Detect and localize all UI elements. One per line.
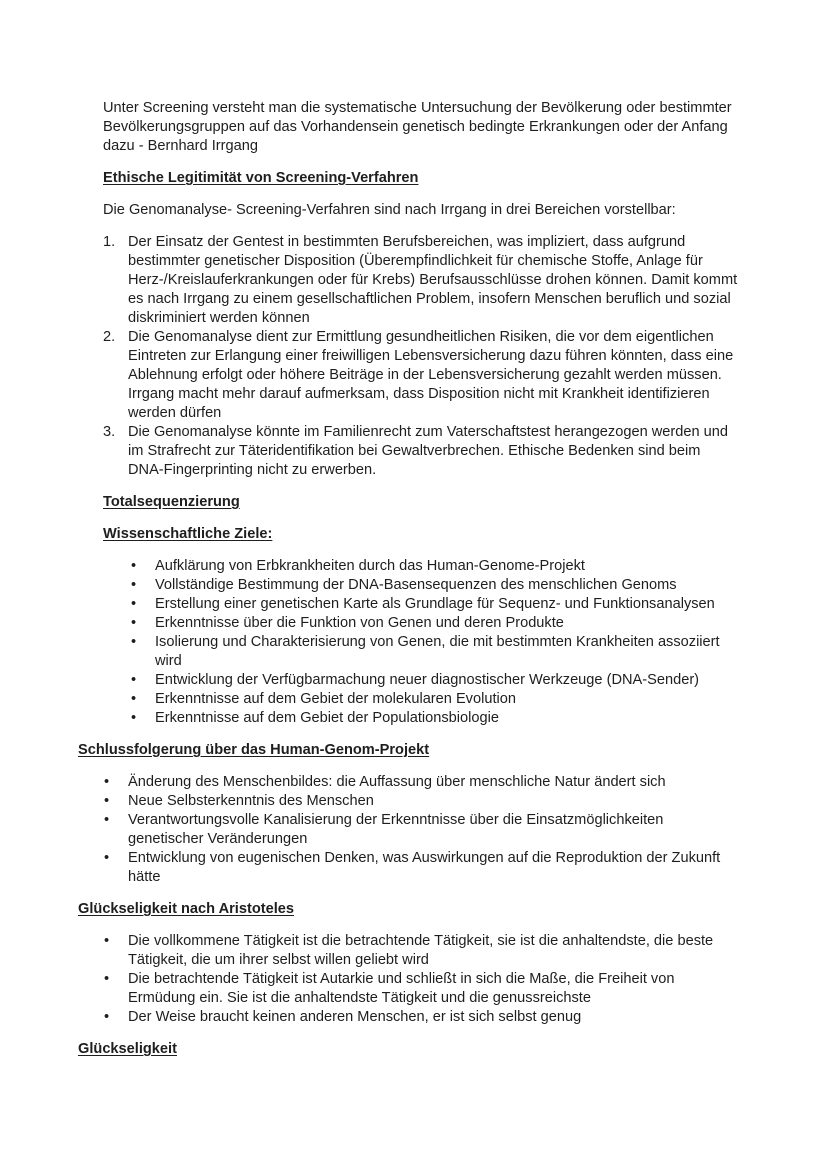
list-item [104, 773, 739, 792]
list-item [103, 233, 739, 328]
list-item [131, 557, 739, 576]
numbered-list [103, 233, 739, 480]
list-item [131, 614, 739, 633]
bullet-marker: • [131, 691, 137, 707]
list-item-text: Aufklärung von Erbkrankheiten durch das Human-Genome-Projekt [155, 558, 585, 574]
heading-wissenschaftliche-ziele: Wissenschaftliche Ziele: [103, 526, 273, 542]
list-item-text: Neue Selbsterkenntnis des Menschen [128, 793, 374, 809]
list-number: 1. [103, 234, 116, 250]
heading-glueckseligkeit-aristoteles: Glückseligkeit nach Aristoteles [78, 901, 295, 917]
bullet-marker: • [131, 710, 137, 726]
bullet-marker: • [131, 558, 137, 574]
list-item-text: Entwicklung der Verfügbarmachung neuer diagnostischer Werkzeuge (DNA-Sender) [155, 672, 700, 688]
list-item-text: Erkenntnisse über die Funktion von Genen und deren Produkte [155, 615, 564, 631]
list-item-text: Entwicklung von eugenischen Denken, was Auswirkungen auf die Reproduktion der Zukunft hätte [128, 850, 721, 885]
bullet-marker: • [131, 615, 137, 631]
bullet-marker: • [104, 812, 110, 828]
schlussfolgerung-bullet-list [103, 773, 739, 887]
bullet-marker: • [104, 850, 110, 866]
list-item [103, 328, 739, 423]
list-item-text: Die Genomanalyse dient zur Ermittlung gesundheitlichen Risiken, die vor dem eigentlichen Eintreten zur Erlangung einer freiwilligen Lebensversicherung dazu führen könnten, dass eine Ablehnung erfolgt oder höhere Beiträge in der Lebensversicherung gezahlt werden müssen. Irrgang macht mehr darauf aufmerksam, dass Disposition nicht mit Krankheit identifizieren werden dürfen [128, 329, 734, 421]
ziele-bullet-list [103, 557, 739, 728]
list-item [131, 690, 739, 709]
list-item-text: Erstellung einer genetischen Karte als Grundlage für Sequenz- und Funktionsanalysen [155, 596, 715, 612]
bullet-marker: • [131, 672, 137, 688]
heading-glueckseligkeit: Glückseligkeit [78, 1041, 177, 1057]
list-item [104, 970, 739, 1008]
aristoteles-bullet-list [103, 932, 739, 1027]
list-item-text: Die Genomanalyse könnte im Familienrecht zum Vaterschaftstest herangezogen werden und im Strafrecht zur Täteridentifikation bei Gewaltverbrechen. Ethische Bedenken sind beim DNA-Fingerprinting nicht zu erwerben. [128, 424, 729, 478]
bullet-marker: • [104, 971, 110, 987]
list-item [131, 595, 739, 614]
list-item-text: Isolierung und Charakterisierung von Genen, die mit bestimmten Krankheiten assoziiert wird [155, 634, 720, 669]
list-item-text: Der Einsatz der Gentest in bestimmten Berufsbereichen, was impliziert, dass aufgrund bestimmter genetischer Disposition (Überempfindlichkeit für chemische Stoffe, Anlage für Herz-/Kreislauferkrankungen oder für Krebs) Berufsausschlüsse drohen können. Damit kommt es nach Irrgang zu einem gesellschaftlichen Problem, insofern Menschen beruflich und sozial diskriminiert werden können [128, 234, 738, 326]
list-item-text: Vollständige Bestimmung der DNA-Basensequenzen des menschlichen Genoms [155, 577, 677, 593]
genomanalyse-paragraph: Die Genomanalyse- Screening-Verfahren sind nach Irrgang in drei Bereichen vorstellbar: [103, 202, 676, 218]
heading-totalsequenzierung: Totalsequenzierung [103, 494, 240, 510]
list-item [104, 932, 739, 970]
list-item [104, 1008, 739, 1027]
list-item-text: Änderung des Menschenbildes: die Auffassung über menschliche Natur ändert sich [128, 774, 666, 790]
list-item-text: Verantwortungsvolle Kanalisierung der Erkenntnisse über die Einsatzmöglichkeiten genetischer Veränderungen [128, 812, 664, 847]
list-item [131, 576, 739, 595]
list-item-text: Die vollkommene Tätigkeit ist die betrachtende Tätigkeit, sie ist die anhaltendste, die beste Tätigkeit, die um ihrer selbst willen geliebt wird [128, 933, 714, 968]
list-number: 2. [103, 329, 116, 345]
list-item-text: Erkenntnisse auf dem Gebiet der molekularen Evolution [155, 691, 516, 707]
bullet-marker: • [131, 634, 137, 650]
list-item [103, 423, 739, 480]
bullet-marker: • [131, 577, 137, 593]
list-item [104, 849, 739, 887]
list-item [131, 633, 739, 671]
bullet-marker: • [104, 774, 110, 790]
heading-ethische-legitimitaet: Ethische Legitimität von Screening-Verfahren [103, 170, 419, 186]
list-item-text: Die betrachtende Tätigkeit ist Autarkie und schließt in sich die Maße, die Freiheit von Ermüdung ein. Sie ist die anhaltendste Tätigkeit und die genussreichste [128, 971, 675, 1006]
intro-paragraph: Unter Screening versteht man die systematische Untersuchung der Bevölkerung oder bestimmter Bevölkerungsgruppen auf das Vorhandensein genetisch bedingte Erkrankungen oder der Anfang dazu - Bernhard Irrgang [103, 100, 732, 154]
list-item [131, 671, 739, 690]
heading-schlussfolgerung: Schlussfolgerung über das Human-Genom-Projekt [78, 742, 430, 758]
list-item [104, 792, 739, 811]
list-number: 3. [103, 424, 116, 440]
bullet-marker: • [104, 933, 110, 949]
list-item [131, 709, 739, 728]
bullet-marker: • [131, 596, 137, 612]
bullet-marker: • [104, 1009, 110, 1025]
list-item [104, 811, 739, 849]
list-item-text: Erkenntnisse auf dem Gebiet der Populationsbiologie [155, 710, 499, 726]
document-content [78, 99, 739, 1072]
list-item-text: Der Weise braucht keinen anderen Menschen, er ist sich selbst genug [128, 1009, 582, 1025]
bullet-marker: • [104, 793, 110, 809]
